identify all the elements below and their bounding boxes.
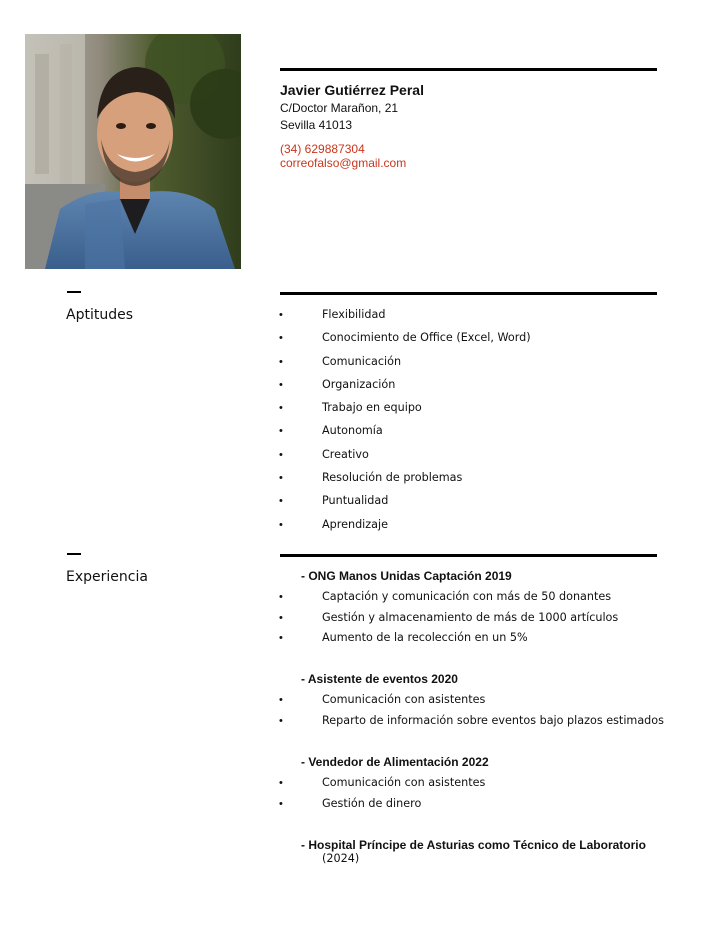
job-bullet-text: Captación y comunicación con más de 50 donantes <box>322 590 612 603</box>
bullet-icon: • <box>279 448 283 461</box>
aptitude-text: Creativo <box>322 447 369 461</box>
job-bullet-text: Comunicación con asistentes <box>322 693 486 706</box>
bullet-icon: • <box>279 332 283 345</box>
bullet-icon: • <box>279 495 283 508</box>
aptitude-text: Trabajo en equipo <box>322 401 422 415</box>
bullet-icon: • <box>279 694 283 706</box>
address-line-2: Sevilla 41013 <box>280 118 353 132</box>
bullet-icon: • <box>279 472 283 485</box>
aptitude-text: Autonomía <box>322 424 383 438</box>
job-title: - ONG Manos Unidas Captación 2019 <box>301 569 512 583</box>
aptitude-text: Aprendizaje <box>322 517 389 531</box>
bullet-icon: • <box>279 402 283 415</box>
profile-photo-image <box>25 34 241 269</box>
section-title-experiencia: Experiencia <box>66 569 148 585</box>
job-bullet-text: Reparto de información sobre eventos bajo plazos estimados <box>322 713 664 727</box>
bullet-icon: • <box>279 591 283 603</box>
bullet-icon: • <box>279 632 283 645</box>
job-year: (2024) <box>322 852 360 865</box>
job-bullet-text: Gestión y almacenamiento de más de 1000 artículos <box>322 610 619 624</box>
job-title: - Hospital Príncipe de Asturias como Técnico de Laboratorio <box>301 838 646 852</box>
phone-number: (34) 629887304 <box>280 142 365 156</box>
profile-photo <box>25 34 241 269</box>
section-dash-experiencia <box>67 553 81 555</box>
bullet-icon: • <box>279 378 283 391</box>
job-title: - Vendedor de Alimentación 2022 <box>301 755 489 769</box>
address-line-1: C/Doctor Marañon, 21 <box>280 101 399 115</box>
experiencia-rule <box>280 554 657 557</box>
job-bullet-text: Comunicación con asistentes <box>322 776 486 789</box>
bullet-icon: • <box>279 797 283 810</box>
aptitude-text: Puntualidad <box>322 494 389 508</box>
section-dash-aptitudes <box>67 291 81 293</box>
candidate-name: Javier Gutiérrez Peral <box>280 82 424 98</box>
bullet-icon: • <box>279 309 283 321</box>
bullet-icon: • <box>279 611 283 624</box>
aptitude-text: Flexibilidad <box>322 308 386 321</box>
job-title: - Asistente de eventos 2020 <box>301 672 458 686</box>
aptitude-text: Organización <box>322 377 396 391</box>
bullet-icon: • <box>279 777 283 789</box>
email-address[interactable]: correofalso@gmail.com <box>280 156 407 170</box>
section-title-aptitudes: Aptitudes <box>66 307 133 323</box>
bullet-icon: • <box>279 714 283 727</box>
bullet-icon: • <box>279 355 283 368</box>
aptitude-text: Conocimiento de Office (Excel, Word) <box>322 331 531 345</box>
job-bullet-text: Gestión de dinero <box>322 796 422 810</box>
aptitude-text: Resolución de problemas <box>322 471 463 485</box>
job-bullet-text: Aumento de la recolección en un 5% <box>322 631 528 645</box>
header-rule <box>280 68 657 71</box>
bullet-icon: • <box>279 518 283 531</box>
bullet-icon: • <box>279 425 283 438</box>
aptitudes-rule <box>280 292 657 295</box>
aptitude-text: Comunicación <box>322 354 402 368</box>
